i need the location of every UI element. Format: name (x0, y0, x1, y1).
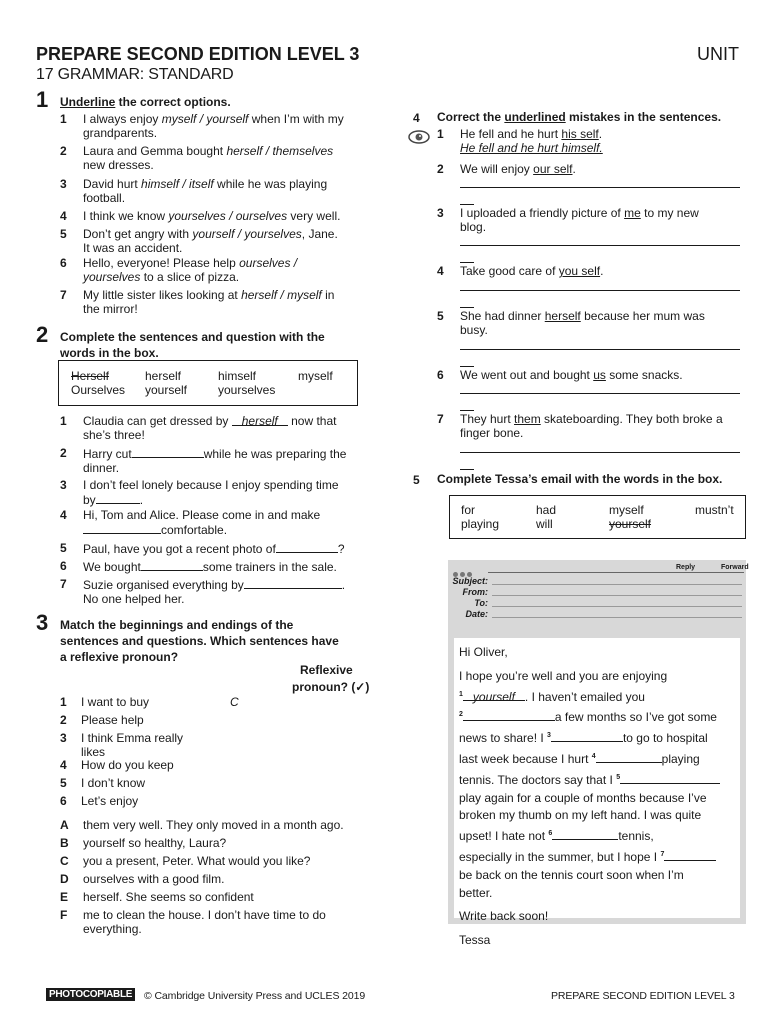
underlined-mistake: us (593, 368, 606, 382)
exercise-4-number: 4 (413, 111, 420, 125)
answer-line[interactable] (460, 349, 740, 350)
exercise-1-item: 6 Hello, everyone! Please help ourselves / yourselves to a slice of pizza. (60, 256, 298, 284)
answer-options[interactable]: herself / themselves (226, 144, 334, 158)
answer-blank[interactable] (276, 541, 338, 553)
answer-blank[interactable] (244, 577, 342, 589)
word-box-word: Herself (71, 369, 110, 383)
answer-line-end (460, 410, 474, 411)
exercise-1-item: 7 My little sister likes looking at herself / myself in the mirror! (60, 288, 335, 316)
page-subtitle: 17 GRAMMAR: STANDARD (36, 66, 234, 83)
answer-blank[interactable] (96, 492, 140, 504)
answer-line-end (460, 366, 474, 367)
email-blank-6[interactable] (552, 828, 618, 840)
to-field[interactable] (492, 606, 742, 607)
exercise-1-instruction: Underline the correct options. (60, 95, 231, 109)
email-blank-4[interactable] (596, 751, 662, 763)
word-box-word: myself (298, 369, 333, 383)
exercise-1-item: 5 Don’t get angry with yourself / yourselves, Jane. It was an accident. (60, 227, 338, 255)
reply-button[interactable]: Reply (676, 564, 696, 571)
footer-level: PREPARE SECOND EDITION LEVEL 3 (551, 990, 735, 1002)
word-box-word: yourselves (218, 383, 276, 397)
date-field[interactable] (492, 617, 742, 618)
word-box-word: herself (145, 369, 182, 383)
answer-line[interactable] (460, 187, 740, 188)
answer-options[interactable]: yourselves / ourselves (168, 209, 288, 223)
reflexive-column-header-2: pronoun? (✓) (292, 680, 370, 694)
answer-options[interactable]: herself / myself (241, 288, 322, 302)
to-label: To: (474, 598, 488, 608)
answer-blank[interactable] (83, 522, 161, 534)
exercise-5-number: 5 (413, 473, 420, 487)
word-box-word: Ourselves (71, 383, 126, 397)
exercise-2-number: 2 (36, 322, 49, 347)
photocopiable-badge: PHOTOCOPIABLE (46, 988, 135, 1001)
answer-blank[interactable] (141, 559, 203, 571)
exercise-2-item: 1 Claudia can get dressed by herself now that she’s three! (60, 414, 337, 442)
answer-line-end (460, 262, 474, 263)
word-box-word: yourself (145, 383, 188, 397)
exercise-4-item: 4 Take good care of you self. (437, 264, 604, 278)
exercise-4-item: 6 We went out and bought us some snacks. (437, 368, 683, 382)
example-correction: He fell and he hurt himself. (460, 141, 603, 155)
exercise-1-item: 1 I always enjoy myself / yourself when I’m with my grandparents. (60, 112, 344, 140)
answer-line[interactable] (460, 290, 740, 291)
word-box-word: playing (461, 517, 500, 531)
email-blank-7[interactable] (664, 849, 716, 861)
exercise-5-instruction: Complete Tessa’s email with the words in the box. (437, 472, 723, 486)
exercise-4-item: 1 He fell and he hurt his self. He fell and he hurt himself. (437, 127, 603, 155)
subject-field[interactable] (492, 584, 742, 585)
answer-line-end (460, 469, 474, 470)
exercise-4-item: 3 I uploaded a friendly picture of me to my new blog. (437, 206, 699, 234)
email-blank-3[interactable] (551, 730, 623, 742)
forward-button[interactable]: Forward (721, 564, 749, 571)
email-window (448, 560, 749, 948)
exercise-2-word-box (58, 360, 358, 406)
exercise-3-beginning: 3 I think Emma really likes (60, 731, 184, 759)
exercise-3-ending: E herself. She seems so confident (60, 890, 254, 904)
exercise-1-item: 3 David hurt himself / itself while he was playing football. (60, 177, 328, 205)
answer-blank[interactable] (132, 446, 204, 458)
eye-icon (408, 130, 430, 144)
exercise-4-item: 5 She had dinner herself because her mum was busy. (437, 309, 705, 337)
exercise-3-ending: D ourselves with a good film. (60, 872, 225, 886)
underlined-mistake: you self (558, 264, 601, 278)
exercise-4-instruction: Correct the underlined mistakes in the sentences. (437, 110, 722, 124)
answer-line[interactable] (460, 393, 740, 394)
answer-line[interactable] (460, 245, 740, 246)
answer-example: herself (241, 414, 278, 428)
email-blank-5[interactable] (620, 772, 720, 784)
answer-options[interactable]: himself / itself (141, 177, 214, 191)
exercise-3-ending: B yourself so healthy, Laura? (60, 836, 227, 850)
toolbar-divider (488, 572, 744, 573)
exercise-2-instruction: Complete the sentences and question with the words in the box. (60, 330, 325, 360)
answer-line-end (460, 307, 474, 308)
page-title: PREPARE SECOND EDITION LEVEL 3 (36, 44, 360, 64)
exercise-2-item: 4 Hi, Tom and Alice. Please come in and make comfortable. (60, 508, 321, 537)
word-box-word: will (536, 517, 553, 531)
copyright: © Cambridge University Press and UCLES 2019 (144, 990, 366, 1002)
word-box-word: yourself (609, 517, 652, 531)
underlined-mistake: our self (533, 162, 573, 176)
answer-line[interactable] (460, 452, 740, 453)
exercise-3-ending: F me to clean the house. I don’t have time to do everything. (60, 908, 326, 936)
email-body (454, 638, 740, 948)
exercise-2-item: 3 I don’t feel lonely because I enjoy spending time by . (60, 478, 339, 507)
exercise-3-number: 3 (36, 610, 49, 635)
exercise-3-beginning: 6 Let’s enjoy (60, 794, 139, 808)
reflexive-column-header: Reflexive (300, 663, 353, 677)
answer-options[interactable]: yourselves (83, 270, 141, 284)
exercise-2-item: 6 We bought some trainers in the sale. (60, 559, 337, 574)
email-blank-2[interactable] (463, 709, 555, 721)
word-box-word: himself (218, 369, 257, 383)
underlined-mistake: herself (544, 309, 581, 323)
word-box-word: had (536, 503, 557, 517)
from-field[interactable] (492, 595, 742, 596)
exercise-3-beginning: 4 How do you keep (60, 758, 174, 772)
exercise-3-ending: A them very well. They only moved in a month ago. (60, 818, 344, 832)
match-answer[interactable]: C (230, 695, 239, 709)
answer-options[interactable]: yourself / yourselves (192, 227, 302, 241)
email-text: Hi Oliver, I hope you’re well and you are enjoying $^1$ yourself . I haven’t emailed you $^2$ a few months so I’ve got some news to share! I $^3$ to go to hospital last week because I hurt $^4$ playing tennis. The doctors say that I $^5$ play again for a couple of months because I’ve broken my thumb on my left hand. I was quite upset! I hate not $^6$ tennis, especially in the summer, but I hope I $^7$ be back on the tennis court soon when I’m better. Write back soon! Tessa (459, 644, 749, 950)
subject-label: Subject: (452, 576, 488, 586)
exercise-3-beginning: 5 I don’t know (60, 776, 146, 790)
word-box-word: mustn’t (695, 503, 734, 517)
exercise-2-item: 5 Paul, have you got a recent photo of ? (60, 541, 345, 556)
underlined-mistake: them (514, 412, 541, 426)
exercise-1-item: 2 Laura and Gemma bought herself / themselves new dresses. (60, 144, 334, 172)
word-box-word: for (461, 503, 476, 517)
answer-line-end (460, 204, 474, 205)
exercise-4-item: 7 They hurt them skateboarding. They both broke a finger bone. (437, 412, 723, 440)
exercise-1-number: 1 (36, 87, 49, 112)
exercise-3-beginning: 1 I want to buy C (60, 695, 239, 709)
exercise-5-word-box (449, 495, 746, 539)
exercise-1-item: 4 I think we know yourselves / ourselves very well. (60, 209, 341, 223)
exercise-3-instruction: Match the beginnings and endings of the sentences and questions. Which sentences have a reflexive pronoun? (60, 618, 339, 664)
word-box-word: myself (609, 503, 644, 517)
date-label: Date: (465, 609, 488, 619)
email-answer-example: yourself (472, 689, 515, 704)
exercise-3-beginning: 2 Please help (60, 713, 144, 727)
unit-label: UNIT (697, 44, 739, 64)
exercise-3-ending: C you a present, Peter. What would you like? (60, 854, 311, 868)
from-label: From: (462, 587, 488, 597)
underlined-mistake: me (624, 206, 641, 220)
exercise-2-item: 2 Harry cut while he was preparing the dinner. (60, 446, 347, 475)
exercise-4-item: 2 We will enjoy our self. (437, 162, 576, 176)
exercise-2-item: 7 Suzie organised everything by . No one helped her. (60, 577, 346, 606)
answer-options[interactable]: myself / yourself (161, 112, 249, 126)
underlined-mistake: his self (561, 127, 599, 141)
answer-options[interactable]: ourselves / (239, 256, 298, 270)
